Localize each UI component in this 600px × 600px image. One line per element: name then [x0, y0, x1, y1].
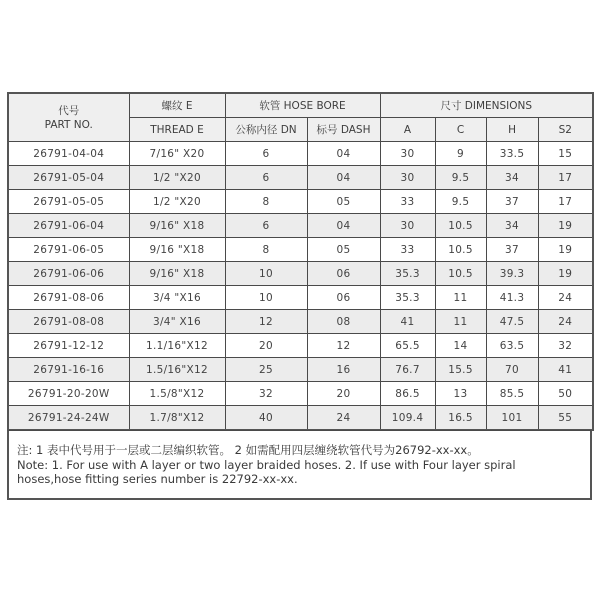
cell-h: 85.5: [486, 382, 538, 406]
cell-c: 9.5: [435, 190, 486, 214]
cell-dash: 04: [307, 214, 380, 238]
table-row: [8, 382, 593, 406]
cell-part-no: 26791-08-08: [8, 310, 129, 334]
cell-dn: 32: [225, 382, 307, 406]
cell-s2: 55: [538, 406, 593, 431]
header-dim-a: A: [380, 118, 435, 142]
cell-dn: 10: [225, 262, 307, 286]
cell-s2: 19: [538, 214, 593, 238]
cell-part-no: 26791-04-04: [8, 142, 129, 166]
cell-dn: 10: [225, 286, 307, 310]
cell-thread: 1/2 "X20: [129, 190, 225, 214]
cell-s2: 17: [538, 190, 593, 214]
cell-a: 109.4: [380, 406, 435, 431]
cell-c: 10.5: [435, 214, 486, 238]
cell-h: 41.3: [486, 286, 538, 310]
cell-dn: 12: [225, 310, 307, 334]
cell-thread: 3/4" X16: [129, 310, 225, 334]
cell-h: 34: [486, 214, 538, 238]
table-header: [8, 93, 593, 142]
header-thread: THREAD E: [129, 118, 225, 142]
cell-dash: 24: [307, 406, 380, 431]
cell-dash: 04: [307, 166, 380, 190]
cell-a: 65.5: [380, 334, 435, 358]
table-row: [8, 214, 593, 238]
cell-thread: 1.7/8"X12: [129, 406, 225, 431]
cell-h: 47.5: [486, 310, 538, 334]
cell-c: 13: [435, 382, 486, 406]
cell-h: 37: [486, 190, 538, 214]
cell-h: 34: [486, 166, 538, 190]
cell-a: 35.3: [380, 262, 435, 286]
cell-a: 35.3: [380, 286, 435, 310]
cell-c: 9.5: [435, 166, 486, 190]
cell-thread: 1/2 "X20: [129, 166, 225, 190]
cell-c: 10.5: [435, 262, 486, 286]
cell-c: 16.5: [435, 406, 486, 431]
cell-a: 30: [380, 142, 435, 166]
cell-h: 33.5: [486, 142, 538, 166]
cell-dn: 40: [225, 406, 307, 431]
cell-dash: 04: [307, 142, 380, 166]
cell-a: 30: [380, 166, 435, 190]
cell-dn: 8: [225, 238, 307, 262]
header-thread-group: 螺纹 E: [129, 93, 225, 118]
cell-a: 86.5: [380, 382, 435, 406]
cell-a: 33: [380, 190, 435, 214]
cell-h: 63.5: [486, 334, 538, 358]
cell-part-no: 26791-16-16: [8, 358, 129, 382]
cell-s2: 24: [538, 310, 593, 334]
cell-part-no: 26791-12-12: [8, 334, 129, 358]
cell-s2: 24: [538, 286, 593, 310]
cell-part-no: 26791-24-24W: [8, 406, 129, 431]
cell-part-no: 26791-06-04: [8, 214, 129, 238]
table-row: [8, 238, 593, 262]
cell-dash: 05: [307, 190, 380, 214]
cell-dn: 6: [225, 142, 307, 166]
header-dim-c: C: [435, 118, 486, 142]
table-row: [8, 142, 593, 166]
header-dash: 标号 DASH: [307, 118, 380, 142]
cell-h: 101: [486, 406, 538, 431]
table-row: [8, 286, 593, 310]
cell-s2: 19: [538, 238, 593, 262]
cell-part-no: 26791-05-04: [8, 166, 129, 190]
cell-thread: 9/16" X18: [129, 214, 225, 238]
cell-part-no: 26791-20-20W: [8, 382, 129, 406]
cell-dash: 05: [307, 238, 380, 262]
table-row: [8, 166, 593, 190]
cell-s2: 19: [538, 262, 593, 286]
cell-h: 70: [486, 358, 538, 382]
cell-part-no: 26791-05-05: [8, 190, 129, 214]
header-dim-s2: S2: [538, 118, 593, 142]
cell-thread: 1.5/8"X12: [129, 382, 225, 406]
cell-dash: 06: [307, 262, 380, 286]
header-part-no-cn: 代号: [58, 104, 80, 117]
header-dim-h: H: [486, 118, 538, 142]
cell-thread: 9/16" X18: [129, 262, 225, 286]
table-row: [8, 190, 593, 214]
cell-h: 37: [486, 238, 538, 262]
cell-a: 41: [380, 310, 435, 334]
fitting-spec-table: [7, 92, 594, 431]
note-line-en-2: hoses,hose fitting series number is 22792-xx-xx.: [17, 472, 298, 486]
cell-c: 9: [435, 142, 486, 166]
cell-part-no: 26791-06-06: [8, 262, 129, 286]
cell-thread: 1.1/16"X12: [129, 334, 225, 358]
header-part-no-en: PART NO.: [44, 118, 93, 131]
cell-thread: 7/16" X20: [129, 142, 225, 166]
cell-c: 10.5: [435, 238, 486, 262]
cell-part-no: 26791-08-06: [8, 286, 129, 310]
note-line-cn: 注: 1 表中代号用于一层或二层编织软管。 2 如需配用四层缠绕软管代号为26792-xx-xx。: [17, 443, 479, 457]
cell-dn: 6: [225, 166, 307, 190]
cell-dn: 20: [225, 334, 307, 358]
cell-dn: 25: [225, 358, 307, 382]
cell-s2: 41: [538, 358, 593, 382]
table-row: [8, 262, 593, 286]
cell-s2: 50: [538, 382, 593, 406]
cell-a: 33: [380, 238, 435, 262]
cell-dash: 16: [307, 358, 380, 382]
cell-thread: 3/4 "X16: [129, 286, 225, 310]
cell-dash: 20: [307, 382, 380, 406]
cell-dash: 08: [307, 310, 380, 334]
cell-h: 39.3: [486, 262, 538, 286]
cell-s2: 32: [538, 334, 593, 358]
cell-c: 11: [435, 286, 486, 310]
notes-box: [7, 430, 592, 500]
cell-dash: 06: [307, 286, 380, 310]
cell-s2: 15: [538, 142, 593, 166]
cell-dash: 12: [307, 334, 380, 358]
cell-thread: 9/16 "X18: [129, 238, 225, 262]
cell-dn: 6: [225, 214, 307, 238]
header-hose-bore-group: 软管 HOSE BORE: [225, 93, 380, 118]
cell-a: 76.7: [380, 358, 435, 382]
cell-part-no: 26791-06-05: [8, 238, 129, 262]
table-row: [8, 310, 593, 334]
cell-c: 14: [435, 334, 486, 358]
table-row: [8, 406, 593, 431]
cell-s2: 17: [538, 166, 593, 190]
spec-sheet: [7, 92, 592, 500]
cell-dn: 8: [225, 190, 307, 214]
table-row: [8, 334, 593, 358]
cell-thread: 1.5/16"X12: [129, 358, 225, 382]
cell-a: 30: [380, 214, 435, 238]
header-part-no: [8, 93, 129, 142]
table-body: [8, 142, 593, 431]
header-dn: 公称内径 DN: [225, 118, 307, 142]
cell-c: 11: [435, 310, 486, 334]
header-dimensions-group: 尺寸 DIMENSIONS: [380, 93, 593, 118]
table-row: [8, 358, 593, 382]
note-line-en-1: Note: 1. For use with A layer or two layer braided hoses. 2. If use with Four layer spiral: [17, 457, 516, 472]
cell-c: 15.5: [435, 358, 486, 382]
